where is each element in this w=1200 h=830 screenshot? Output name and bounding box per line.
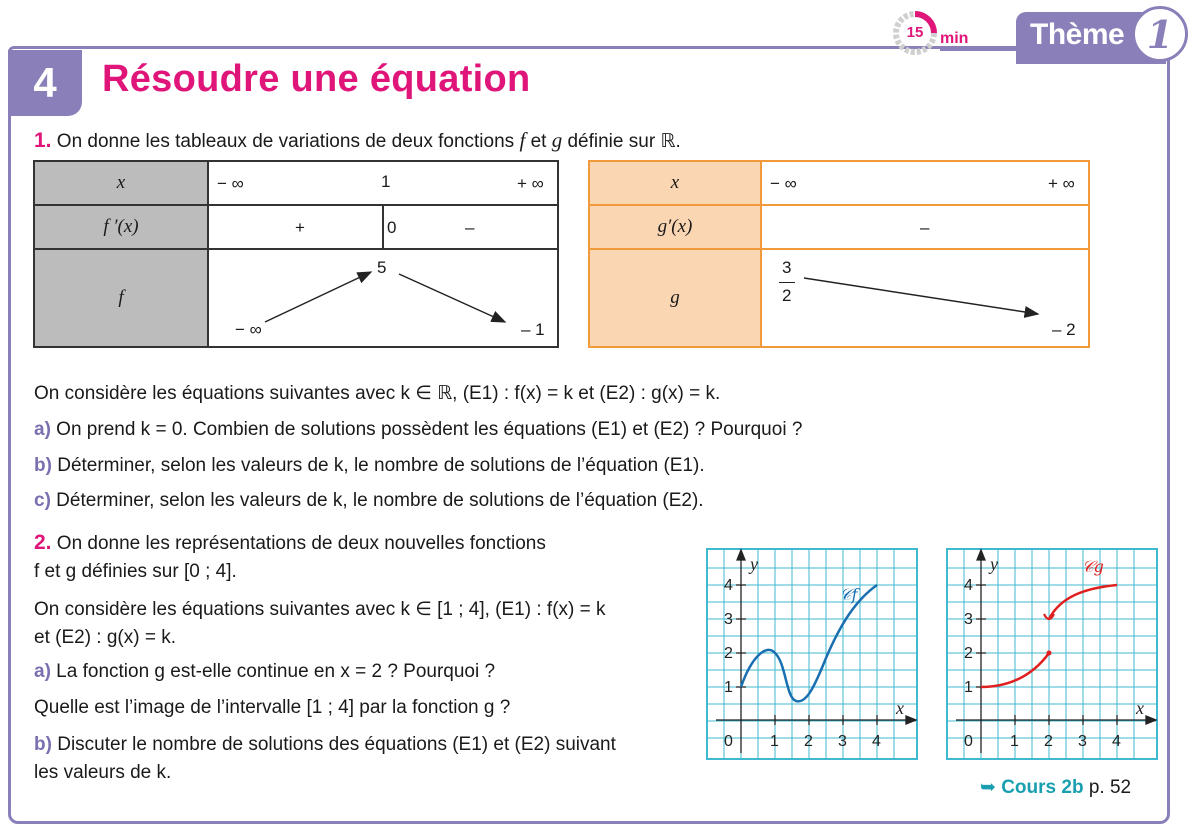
theme-label: Thème (1030, 18, 1125, 51)
table-f-x-header: x (34, 161, 208, 205)
table-f-val-max: 5 (377, 258, 387, 277)
part1-intro (34, 128, 681, 154)
timer-underline (940, 48, 1016, 51)
table-g-x-right: + ∞ (1048, 174, 1075, 193)
graph-f-xtick-4: 4 (872, 733, 881, 750)
part2-question-b-line1: Discuter le nombre de solutions des équations (E1) et (E2) suivant (51, 734, 616, 755)
graph-g-origin: 0 (964, 733, 973, 750)
table-g-val-top-num: 3 (782, 258, 792, 277)
theme-number: 1 (1132, 6, 1188, 62)
part1-equations: On considère les équations suivantes avec k ∈ ℝ, (E1) : f(x) = k et (E2) : g(x) = k. (34, 383, 721, 404)
part1-question-a-text: On prend k = 0. Combien de solutions possèdent les équations (E1) et (E2) ? Pourquoi ? (50, 419, 803, 440)
table-f-val-left: − ∞ (235, 320, 262, 339)
part1-question-a-label: a) (34, 419, 51, 440)
variation-table-f (33, 160, 559, 348)
graph-f-ytick-2: 2 (724, 645, 733, 662)
graph-f-ytick-1: 1 (724, 679, 733, 696)
table-g-func-header: g (589, 249, 761, 347)
part2-question-a (34, 660, 495, 684)
table-g-x-header: x (589, 161, 761, 205)
part1-question-c (34, 489, 704, 513)
curve-g-closed-point (1047, 651, 1052, 656)
graph-f-curve-label: 𝒞f (840, 585, 858, 604)
arrow-icon: ➥ (980, 777, 996, 798)
timer-unit: min (940, 30, 969, 47)
part1-question-c-text: Déterminer, selon les valeurs de k, le nombre de solutions de l’équation (E2). (50, 490, 704, 511)
part1-intro-text-b: et (525, 131, 552, 152)
table-f-func-header: f (34, 249, 208, 347)
part2-question-b-line2: les valeurs de k. (34, 762, 172, 783)
part1-intro-text-a: On donne les tableaux de variations de deux fonctions (56, 131, 520, 152)
table-f-deriv-header: f ′(x) (34, 205, 208, 249)
part1-intro-g: g (551, 128, 563, 152)
graph-g-ytick-3: 3 (964, 611, 973, 628)
table-f-sign-bar (382, 206, 384, 250)
graph-f-ytick-4: 4 (724, 577, 733, 594)
table-f-arrows (209, 250, 557, 348)
table-g-deriv-header: g′(x) (589, 205, 761, 249)
part2-number: 2. (34, 531, 52, 554)
graph-f-axis-y: y (750, 554, 758, 574)
part2-question-a-label: a) (34, 661, 51, 682)
cours-link[interactable]: Cours 2b (1001, 777, 1084, 798)
part2-eq-line1: On considère les équations suivantes avec k ∈ [1 ; 4], (E1) : f(x) = k (34, 599, 606, 620)
table-f-sign-left: + (295, 218, 305, 237)
part2-intro-line1: On donne les représentations de deux nouvelles fonctions (51, 533, 546, 554)
table-f-sign-row (208, 205, 558, 249)
table-g-val-top-den: 2 (782, 286, 792, 305)
part1-intro-f: f (519, 128, 526, 152)
table-f-sign-zero: 0 (387, 218, 397, 237)
graph-g-xtick-4: 4 (1112, 733, 1121, 750)
timer-value: 15 (906, 24, 924, 41)
graph-g-curve-label: 𝒞g (1082, 557, 1104, 576)
variation-table-g (588, 160, 1090, 348)
table-g-sign: – (920, 218, 930, 237)
cours-page: p. 52 (1083, 777, 1132, 798)
table-f-variation-row (208, 249, 558, 347)
part2-intro (34, 531, 546, 556)
graph-g (946, 548, 1158, 760)
table-g-x-left: − ∞ (770, 174, 797, 193)
cours-reference[interactable] (980, 776, 1131, 799)
graph-f-origin: 0 (724, 733, 733, 750)
part2-question-a-text: La fonction g est-elle continue en x = 2 ? Pourquoi ? (50, 661, 496, 682)
graph-f-xtick-1: 1 (770, 733, 779, 750)
graph-f-xtick-3: 3 (838, 733, 847, 750)
graph-f-xtick-2: 2 (804, 733, 813, 750)
graph-g-ytick-4: 4 (964, 577, 973, 594)
part2-eq-line2: et (E2) : g(x) = k. (34, 627, 177, 648)
table-g-variation-row (761, 249, 1089, 347)
graph-g-xtick-2: 2 (1044, 733, 1053, 750)
part2-intro-line2: f et g définies sur [0 ; 4]. (34, 561, 237, 582)
table-f-val-right: – 1 (521, 320, 545, 339)
part1-question-a (34, 418, 802, 442)
part1-intro-text-c: définie sur ℝ. (562, 131, 681, 152)
graph-g-ytick-2: 2 (964, 645, 973, 662)
table-g-val-right: – 2 (1052, 320, 1076, 339)
graph-f (706, 548, 918, 760)
part2-question-b-label: b) (34, 734, 52, 755)
exercise-number-badge: 4 (8, 50, 82, 116)
graph-f-axis-x: x (896, 698, 904, 718)
table-f-x-mid: 1 (381, 172, 391, 191)
table-f-x-row (208, 161, 558, 205)
table-f-x-left: − ∞ (217, 174, 244, 193)
part1-question-b-label: b) (34, 455, 52, 476)
table-f-sign-right: – (465, 218, 475, 237)
graph-g-ytick-1: 1 (964, 679, 973, 696)
table-g-sign-row (761, 205, 1089, 249)
exercise-title: Résoudre une équation (102, 58, 531, 100)
part1-question-c-label: c) (34, 490, 51, 511)
part2-question-b (34, 733, 616, 757)
part2-question-a2: Quelle est l’image de l’intervalle [1 ; 4] par la fonction g ? (34, 697, 511, 718)
graph-g-axis-y: y (990, 554, 998, 574)
part1-question-b (34, 454, 705, 478)
graph-g-xtick-3: 3 (1078, 733, 1087, 750)
part1-number: 1. (34, 129, 52, 152)
table-f-x-right: + ∞ (517, 174, 544, 193)
graph-g-axis-x: x (1136, 698, 1144, 718)
table-g-arrow (762, 250, 1088, 348)
part1-question-b-text: Déterminer, selon les valeurs de k, le nombre de solutions de l’équation (E1). (51, 455, 705, 476)
graph-f-ytick-3: 3 (724, 611, 733, 628)
table-g-x-row (761, 161, 1089, 205)
graph-g-xtick-1: 1 (1010, 733, 1019, 750)
